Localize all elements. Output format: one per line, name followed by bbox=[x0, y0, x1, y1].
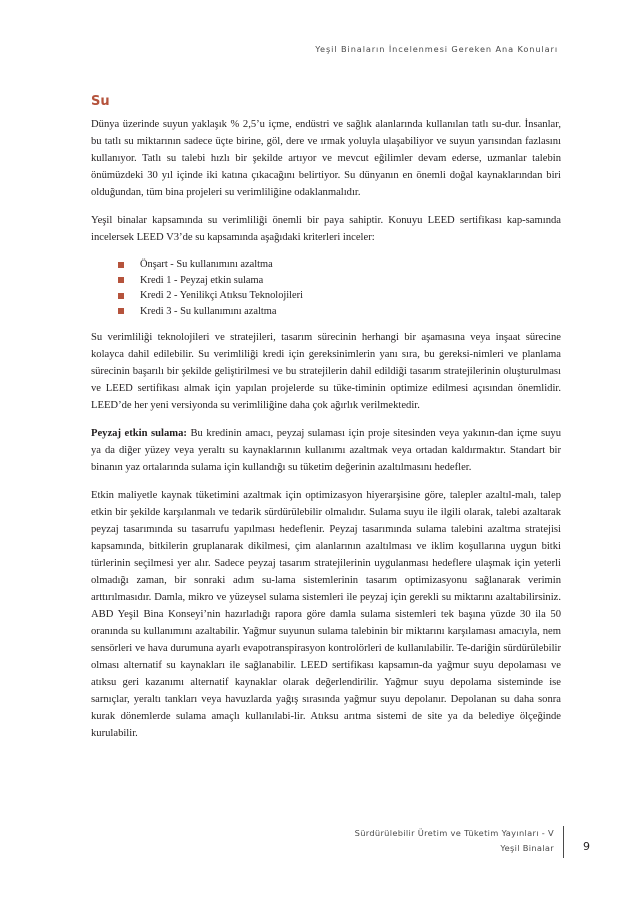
paragraph-intro: Dünya üzerinde suyun yaklaşık % 2,5’u içme, endüstri ve sağlık alanlarında kullanılan tatlı su-dur. İnsanlar, bu tatlı su miktarının sadece üçte birine, göl, dere ve ırmak yoluyla ulaşabiliyor ve suyun yarısından fazlasını kullanıyor. Tatlı su talebi hızlı bir şekilde artıyor ve mevcut eğilimler devam ederse, uzmanlar talebin önümüzdeki 30 yıl içinde iki katına çıkacağını belirtiyor. Su dünyanın en önemli doğal kaynaklarından biri olduğundan, tüm bina projeleri su verimliliğine odaklanmalıdır. bbox=[91, 119, 561, 198]
footer-series-title: Sürdürülebilir Üretim ve Tüketim Yayınları - V bbox=[354, 828, 554, 838]
page-content bbox=[91, 94, 561, 753]
paragraph-water-efficiency: Su verimliliği teknolojileri ve stratejileri, tasarım sürecinin herhangi bir aşamasına veya inşaat sürecine kolayca dahil edilebilir. Su verimliliği kredi için gereksinimlerin yanı sıra, bu gereksi-nimleri ve planlama sürecinin başarılı bir şekilde geliştirilmesi ve bu stratejilerin dahil edildiği tasarım stratejilerinin oluşturulması ve LEED sertifikası almak için yapılan projelerde su tüke-timinin optimize edilmesi açısından önemlidir. LEED’de her yeni versiyonda su verimliliğine daha çok ağırlık verilmektedir. bbox=[91, 332, 561, 411]
paragraph-optimization: Etkin maliyetle kaynak tüketimini azaltmak için optimizasyon hiyerarşisine göre, talepler azaltıl-malı, talep etkin bir şekilde karşılanmalı ve tedarik sürdürülebilir olmalıdır. Sulama suyu ile ilgili olarak, talebi azaltarak peyzaj tasarımında su tasarrufu yapılması hedeflenir. Peyzaj tasarımında sulama talebini azaltma stratejisi kapsamında, bitkilerin gruplanarak dikilmesi, çim alanlarının azaltılması ve iklim koşullarına uygun bitki türlerinin seçilmesi yer alır. Sadece peyzaj tasarım stratejilerinin uygulanması hedeflere ulaşmak için yeterli olmadığı zaman, bir sonraki adım su-lama sistemlerinin tasarım optimizasyonu sağlanarak verimin arttırılmasıdır. Damla, mikro ve yüzeysel sulama sistemleri ile peyzaj için gerekli su miktarını azaltabilirsiniz. ABD Yeşil Bina Konseyi’nin hazırladığı rapora göre damla sulama sistemleri tek başına yüzde 30 ila 50 oranında su kullanımını azaltabilir. Yağmur suyunun sulama talebinin bir miktarını karşılaması amacıyla, nem sensörleri ve hava durumuna ayarlı evapotranspirasyon kontrolörleri de kullanılabilir. Te-dariğin sürdürülebilir olması alternatif su kaynakları ile sağlanabilir. LEED sertifikası kapsamın-da yağmur suyu depolaması ve atıksu geri kazanımı alternatif kaynaklar olarak değerlendirilir. Yağmur suyu depolama sisteminde ise sarnıçlar, yeraltı tankları veya havuzlarda yağış sırasında yağmur suyu depolanır. Depolanan su daha sonra kurak dönemlerde sulama amaçlı kullanılabi-lir. Atıksu arıtma sistemi de site ya da belediye ölçeğinde kurulabilir. bbox=[91, 490, 561, 739]
criteria-list bbox=[91, 257, 561, 319]
square-bullet-icon bbox=[118, 308, 124, 314]
footer-series-subtitle: Yeşil Binalar bbox=[500, 843, 554, 853]
running-header: Yeşil Binaların İncelenmesi Gereken Ana Konuları bbox=[315, 44, 558, 54]
paragraph-body: Bu kredinin amacı, peyzaj sulaması için proje sitesinden veya yakının-dan içme suyu ya da diğer yüzey veya yeraltı su kaynaklarının kullanımı azaltmak veya ortadan kaldırmaktır. Standart bir binanın yaz ortalarında sulama için kullandığı su tüketim değerinin azaltılmasını hedefler. bbox=[91, 428, 562, 473]
section-title: Su bbox=[91, 94, 110, 109]
criteria-label: Kredi 2 - Yenilikçi Atıksu Teknolojileri bbox=[140, 290, 304, 301]
list-item bbox=[118, 257, 561, 273]
list-item bbox=[118, 288, 561, 304]
criteria-label: Önşart - Su kullanımını azaltma bbox=[140, 259, 273, 270]
page-number: 9 bbox=[583, 840, 590, 853]
square-bullet-icon bbox=[118, 277, 124, 283]
list-item bbox=[118, 273, 561, 289]
footer-series bbox=[355, 826, 554, 856]
paragraph-landscape-irrigation bbox=[91, 425, 561, 476]
list-item bbox=[118, 304, 561, 320]
footer-divider bbox=[563, 826, 564, 858]
criteria-label: Kredi 3 - Su kullanımını azaltma bbox=[140, 305, 277, 317]
square-bullet-icon bbox=[118, 293, 124, 299]
paragraph-lead-term: Peyzaj etkin sulama: bbox=[91, 428, 187, 439]
criteria-label: Kredi 1 - Peyzaj etkin sulama bbox=[140, 274, 264, 286]
square-bullet-icon bbox=[118, 262, 124, 268]
paragraph-leed-scope: Yeşil binalar kapsamında su verimliliği önemli bir paya sahiptir. Konuyu LEED sertifikası kap-samında incelersek LEED V3’de su kapsamında aşağıdaki kriterleri inceler: bbox=[91, 215, 561, 243]
